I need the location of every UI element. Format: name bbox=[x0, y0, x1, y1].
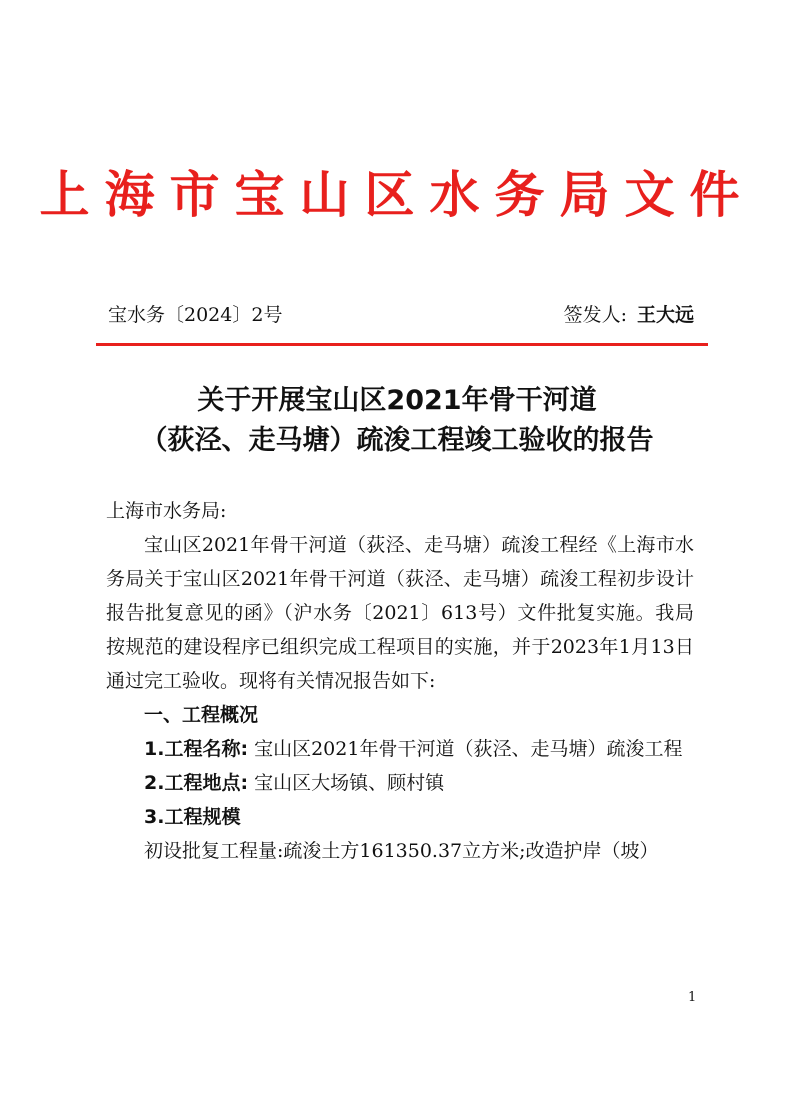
project-location-item bbox=[106, 766, 694, 800]
body-paragraph: 宝山区2021年骨干河道（荻泾、走马塘）疏浚工程经《上海市水务局关于宝山区2021年骨干河道（荻泾、走马塘）疏浚工程初步设计报告批复意见的函》（沪水务〔2021〕613号）文件批复实施。我局按规范的建设程序已组织完成工程项目的实施，并于2023年1月13日通过完工验收。现将有关情况报告如下: bbox=[106, 534, 694, 692]
project-name-label: 1.工程名称: bbox=[144, 738, 249, 760]
project-location-label: 2.工程地点: bbox=[144, 772, 249, 794]
salutation: 上海市水务局: bbox=[106, 500, 227, 522]
document-number: 宝水务〔2024〕2号 bbox=[108, 304, 283, 326]
project-name-item bbox=[106, 732, 694, 766]
signer-name: 王大远 bbox=[636, 304, 694, 326]
project-scale-item bbox=[106, 800, 694, 834]
project-scale-label: 3.工程规模 bbox=[144, 806, 241, 828]
project-name-value: 宝山区2021年骨干河道（荻泾、走马塘）疏浚工程 bbox=[254, 738, 683, 760]
project-scale-text: 初设批复工程量:疏浚土方161350.37立方米;改造护岸（坡） bbox=[144, 840, 659, 862]
document-title-line-1: 关于开展宝山区2021年骨干河道 bbox=[197, 385, 597, 416]
section-heading: 一、工程概况 bbox=[144, 704, 259, 726]
document-body bbox=[106, 494, 694, 868]
signer-label: 签发人: bbox=[563, 304, 627, 326]
document-title bbox=[0, 381, 794, 461]
page-number: 1 bbox=[688, 990, 697, 1005]
signer-block bbox=[564, 302, 694, 328]
document-title-line-2: （荻泾、走马塘）疏浚工程竣工验收的报告 bbox=[140, 425, 654, 456]
header-divider bbox=[96, 343, 708, 346]
agency-header-title: 上海市宝山区水务局文件 bbox=[39, 165, 755, 224]
project-location-value: 宝山区大场镇、顾村镇 bbox=[254, 772, 445, 794]
